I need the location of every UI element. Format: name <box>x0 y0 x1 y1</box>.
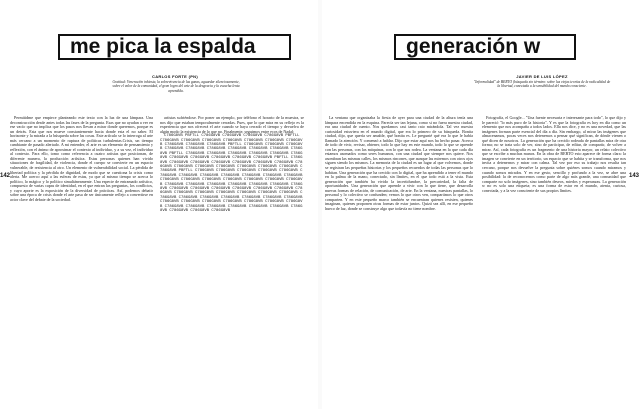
article-deck: Gratitud: Veneración inhiesta, la sobrevivencia de las ganas, aguardar silenciosamente, sobre el valor de la comunidad, el gran logro del arte de la desgracia y la escucha lenta aprendida. <box>112 80 240 93</box>
author-byline: JAVIER DE LUIS LÓPEZ <box>516 74 568 79</box>
text-column-1 <box>325 116 473 398</box>
article-deck: "Informalidad" de BERTO (búsqueda sin término: sobre las viejas teorías de la radicalidad de la libertad, conectada a la sensibilidad del mundo consciente. <box>473 80 611 89</box>
body-paragraph: artistas sufriéndose. Por poner un ejemplo, por teléfono el horario de la muestra, se nos dijo que estaban temporalmente cerradas. Pues, que lo que mira en su reflejo es la experiencia que nos ofrecerá el arte cuando se haya cerrado el tiempo y devuelva de algún modo la existencia de lo que no. Finalmente, seguimos entre ecos de Nadal: <box>160 116 304 134</box>
body-paragraph: La ventana que organizaba la fiesta de ayer para una ciudad de la altura tenía una lámpara encendida en la esquina. Parecía ser tan lejana, como si no fuera nuestra ciudad, era una ciudad de cuento. Nos quedamos casi tanto rato mirándola. Tal vez nuestra curiosidad estuviera en el mundo digital, que era lo primero de su búsqueda. Bonita ciudad, dijo, que quería ser amable, qué bonita es. Le pregunté qué era lo que le había llamado la atención. Y comenzó a hablar. Dijo que estar aquí nos ha hecho pasar. Acerca de todo de vivir, revisar, obtener, todo lo que hay en este mundo, todo lo que se aprende con las personas, con las máquinas, con lo que nos rodea. La ventana en la que cada día estamos asomados como seres humanos, con una ciudad que siempre nos quiere. Nos asombran las mismas calles, los mismos rincones, que aunque las miremos con otros ojos siguen siendo los mismos. La memoria de la ciudad es un lugar al que volvemos, donde se registran las pequeñas historias y los pequeños recuerdos de todas las personas que lo habitan. Una generación que ha crecido con lo digital, que ha aprendido a tener el mundo en la palma de la mano, conectado, sin límites, en el que todo está a la vista. Esta generación que también ha vivido la incertidumbre, la precariedad, la falta de oportunidades. Una generación que aprende a vivir con lo que tiene, que desarrolla nuevas formas de relación, de comunicación, de arte. En la ventana, nuestras pantallas, lo personal y lo colectivo se confunden; vemos lo que otros ven, compartimos lo que otros comparten. Y en este pequeño marco también se encuentran quienes resisten, quienes imaginan, quienes proponen otras formas de estar juntos. Quizá sea allí, en ese pequeño hueco de luz, donde se construye algo que todavía no tiene nombre. <box>325 116 473 211</box>
article-title: generación w <box>406 35 541 58</box>
text-column-2 <box>160 116 304 398</box>
article-title-box <box>58 34 291 60</box>
body-paragraph: Permitidme que empiece planteando este texto con la luz de una lámpara. Una deconstrucción desde antes todas las fases de la pregunta. Esas que no ayudan a ver en ese vacío que no implica que los pasos nos llevan a mirar donde queremos, porque es un detrás. Esta que nos mueve constantemente hacia donde esta el no saber. El horizonte y la mirada a la búsqueda sobre las cosas. Este artículo se lo interroga al arte más cercano a un momento de ruptura de politicas turbulentas.Crisis, un tiempo cambiante de pasado alertado. A mi entender, el arte es un elemento de pensamiento y reflexión, con el ánimo de aproximar el contexto al individuo, y a su vez, el individuo al contexto. Para ello, tomo como referencia a cuatro artistas que posicionan, de diferente manera, la producción artística. Estas personas quienes han vivido situaciones de fragilidad, de violencia, donde el cuerpo se convierte en un espacio vulnerable, de resistencia al otro. Un elemento de vulnerabilidad social. La pérdida de libertad política y la pérdida de dignidad, de modo que se cuestiona la crisis como alerta. Me acerco aquí a las esferas de estas, ya que al mismo tiempo se acerca lo político, lo mágico y lo político simultáneamente. Una especie de entramado artístico, compuesto de varias capas de identidad, en el que entran las preguntas, los conflictos, y cuyo aporte es la exposición de la diversidad de prácticas. Así, podemos debatir sobre una época de crisis donde el arte pasa de ser únicamente reflejo a convertirse en actor clave del debate de la sociedad. <box>10 116 153 202</box>
text-column-1 <box>10 116 153 398</box>
article-title-box <box>394 34 576 60</box>
article-title: me pica la espalda <box>70 35 256 58</box>
page-number: 142 <box>0 173 11 179</box>
author-byline: CARLOS FORTE (PN) <box>152 74 198 79</box>
page-number: 143 <box>629 173 640 179</box>
code-block: C786G8VB PBFTLL C786G8VB C786G8VB C786G8VB C786G8VB PBFTLL C786G8VB C786G8VB C786G8VB C786G8VB C786G8VB C786G8VB C786G8VB C786G8VB C786G8VB C786G8VB PBFTLL C786G8VB C786G8VB C786G8VB C786G8VB C786G8VB C786G8VB C786G8VB C786G8VB C786G8VB C786G8VB PBFTLL C786G8VB C786G8VB C786G8VB C786G8VB C786G8VB C786G8VB C786G8VB C786G8VB C786G8VB C786G8VB C786G8VB PBFTLL C786G8VB C786G8VB C786G8VB C786G8VB C786G8VB C786G8VB C786G8VB C786G8VB C786G8VB C786G8VB C786G8VB C786G8VB C786G8VB C786G8VB C786G8VB PBFTLL C786G8VB C786G8VB C786G8VB C786G8VB C786G8VB C786G8VB C786G8VB C786G8VB C786G8VB C786G8VB C786G8VB C786G8VB C786G8VB C786G8VB C786G8VB C786G8VB C786G8VB C786G8VB C786G8VB C786G8VB C786G8VB C786G8VB C786G8VB C786G8VB C786G8VB C786G8VB C786G8VB C786G8VB C786G8VB C786G8VB C786G8VB C786G8VB C786G8VB C786G8VB C786G8VB C786G8VB C786G8VB C786G8VB C786G8VB C786G8VB C786G8VB C786G8VB C786G8VB C786G8VB C786G8VB C786G8VB C786G8VB C786G8VB C786G8VB C786G8VB C786G8VB C786G8VB C786G8VB C786G8VB C786G8VB C786G8VB C786G8VB C786G8VB C786G8VB C786G8VB C786G8VB C786G8VB C786G8VB <box>160 134 303 214</box>
right-page <box>322 0 641 409</box>
text-column-2 <box>482 116 626 398</box>
body-paragraph: Fotografía, el Google... "Una fuente necesaria e interesante para todo", lo que dijo y le pareció "lo más puro de la historia". Y es que la fotografía es hoy en día como un elemento que nos acompaña a todos lados. Ella nos dice, y no es una novedad, que las imágenes forman parte esencial del día a día. Sin embargo, al mirar las imágenes que almacenamos, pocas veces nos detenemos a pensar qué significan, de dónde vienen o qué dicen de nosotros. La generación que ha crecido rodeada de pantallas mira de otra forma; no se trata solo de ver, sino de participar, de editar, de compartir, de volver a mirar. Así, cada fotografía es un fragmento de una historia mayor, un relato colectivo que se escribe a muchas manos. En la obra de BERTO esto aparece de forma clara: la imagen se convierte en un territorio, un espacio que se habita y se transforma, que nos invita a detenernos y mirar con calma. Tal vez por eso su trabajo nos resulta tan cercano, porque nos devuelve la pregunta sobre quiénes somos cuando miramos y cuando somos mirados. Y en ese gesto, sencillo y profundo a la vez, se abre una posibilidad: la de reconocernos como parte de algo más grande, una comunidad que comparte no solo imágenes, sino también deseos, miedos y esperanzas. La generación w no es solo una etiqueta; es una forma de estar en el mundo, atenta, curiosa, conectada, y a la vez consciente de sus propios límites. <box>482 116 626 193</box>
left-page <box>0 0 318 409</box>
